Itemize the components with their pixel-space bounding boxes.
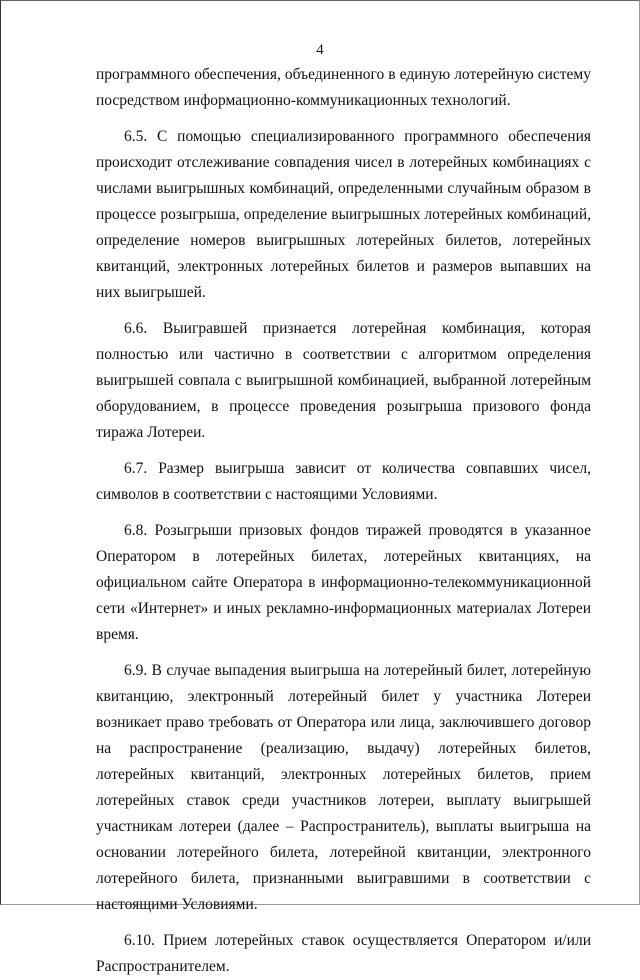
paragraph-6-9: 6.9. В случае выпадения выигрыша на лотерейный билет, лотерейную квитанцию, электронный лотерейный билет у участника Лотереи возникает право требовать от Оператора или лица, заключившего договор на распространение (реализацию, выдачу) лотерейных билетов, лотерейных квитанций, электронных лотерейных билетов, прием лотерейных ставок среди участников лотереи, выплату выигрышей участникам лотереи (далее – Распространитель), выплаты выигрыша на основании лотерейного билета, лотерейной квитанции, электронного лотерейного билета, признанными выигравшими в соответствии с настоящими Условиями. <box>96 662 591 913</box>
document-body <box>96 62 591 980</box>
paragraph-6-8: 6.8. Розыгрыши призовых фондов тиражей проводятся в указанное Оператором в лотерейных билетах, лотерейных квитанциях, на официальном сайте Оператора в информационно-телекоммуникационной сети «Интернет» и иных рекламно-информационных материалах Лотереи время. <box>96 522 591 643</box>
paragraph-6-5: 6.5. С помощью специализированного программного обеспечения происходит отслеживание совпадения чисел в лотерейных комбинациях с числами выигрышных комбинаций, определенными случайным образом в процессе розыгрыша, определение выигрышных лотерейных комбинаций, определение номеров выигрышных лотерейных билетов, лотерейных квитанций, электронных лотерейных билетов и размеров выпавших на них выигрышей. <box>96 128 591 301</box>
paragraph-6-10: 6.10. Прием лотерейных ставок осуществляется Оператором и/или Распространителем. <box>96 932 591 975</box>
paragraph-6-7: 6.7. Размер выигрыша зависит от количества совпавших чисел, символов в соответствии с настоящими Условиями. <box>96 460 591 503</box>
paragraph-continuation: программного обеспечения, объединенного в единую лотерейную систему посредством информационно-коммуникационных технологий. <box>96 66 591 109</box>
paragraph-6-6: 6.6. Выигравшей признается лотерейная комбинация, которая полностью или частично в соответствии с алгоритмом определения выигрышей совпала с выигрышной комбинацией, выбранной лотерейным оборудованием, в процессе проведения розыгрыша призового фонда тиража Лотереи. <box>96 320 591 441</box>
page-number: 4 <box>316 42 324 58</box>
